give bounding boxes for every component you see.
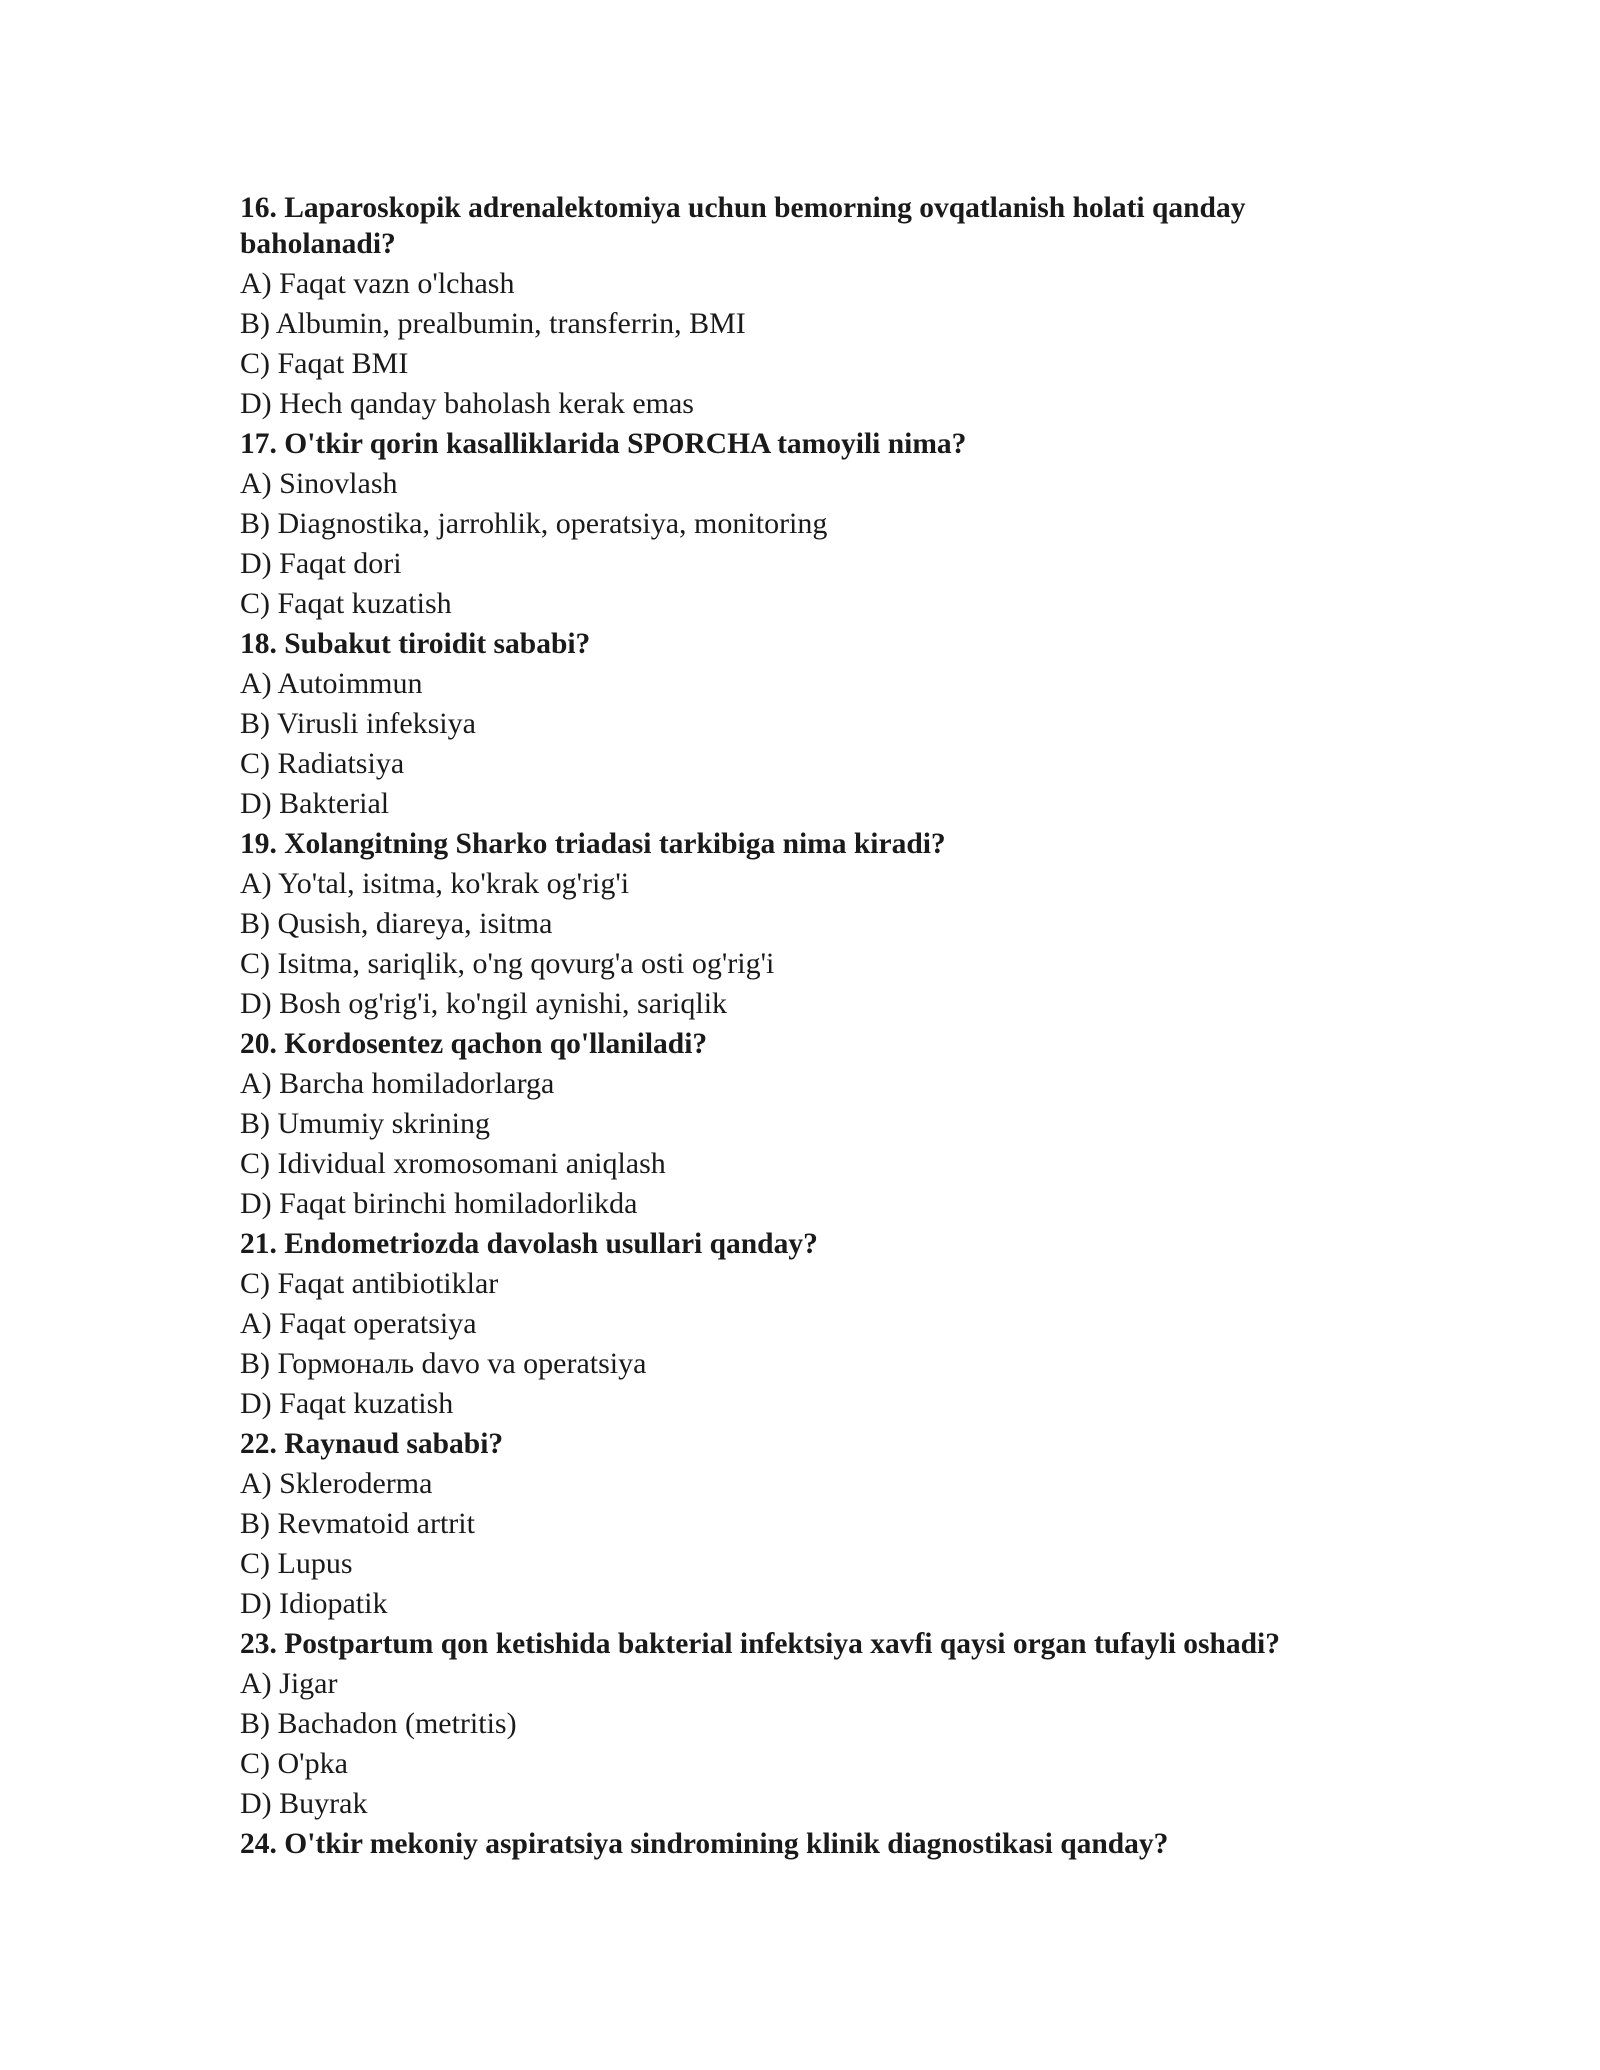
answer-option: D) Hech qanday baholash kerak emas xyxy=(240,387,694,420)
answer-option: A) Skleroderma xyxy=(240,1467,433,1500)
answer-option: B) Diagnostika, jarrohlik, operatsiya, monitoring xyxy=(240,507,828,540)
answer-option: C) Faqat kuzatish xyxy=(240,587,452,620)
question-block xyxy=(240,424,1380,624)
answer-option: D) Bakterial xyxy=(240,787,390,820)
answer-option: C) Radiatsiya xyxy=(240,747,405,780)
question-list xyxy=(240,188,1380,1864)
answer-option: A) Yo'tal, isitma, ko'krak og'rig'i xyxy=(240,867,630,900)
answer-option: B) Umumiy skrining xyxy=(240,1107,491,1140)
question-block xyxy=(240,1424,1380,1624)
question-block xyxy=(240,188,1380,424)
answer-option: B) Qusish, diareya, isitma xyxy=(240,907,553,940)
answer-option: A) Faqat vazn o'lchash xyxy=(240,267,515,300)
answer-option: A) Faqat operatsiya xyxy=(240,1307,477,1340)
question-block xyxy=(240,1024,1380,1224)
answer-option: C) Idividual xromosomani aniqlash xyxy=(240,1147,666,1180)
question-text: 24. O'tkir mekoniy aspiratsiya sindromining klinik diagnostikasi qanday? xyxy=(240,1828,1169,1860)
answer-option: D) Idiopatik xyxy=(240,1587,388,1620)
answer-option: C) Isitma, sariqlik, o'ng qovurg'a osti og'rig'i xyxy=(240,947,775,980)
question-block xyxy=(240,1824,1380,1864)
answer-option: C) Faqat BMI xyxy=(240,347,409,380)
answer-option: A) Sinovlash xyxy=(240,467,398,500)
question-text: 17. O'tkir qorin kasalliklarida SPORCHA tamoyili nima? xyxy=(240,428,967,460)
answer-option: B) Virusli infeksiya xyxy=(240,707,476,740)
answer-option: D) Bosh og'rig'i, ko'ngil aynishi, sariqlik xyxy=(240,987,728,1020)
question-block xyxy=(240,1224,1380,1424)
answer-option: A) Jigar xyxy=(240,1667,338,1700)
question-text: 23. Postpartum qon ketishida bakterial infektsiya xavfi qaysi organ tufayli oshadi? xyxy=(240,1628,1281,1660)
answer-option: B) Bachadon (metritis) xyxy=(240,1707,517,1740)
answer-option: D) Faqat kuzatish xyxy=(240,1387,454,1420)
answer-option: B) Albumin, prealbumin, transferrin, BMI xyxy=(240,307,746,340)
question-text: 19. Xolangitning Sharko triadasi tarkibiga nima kiradi? xyxy=(240,828,946,860)
answer-option: B) Revmatoid artrit xyxy=(240,1507,475,1540)
answer-option: D) Buyrak xyxy=(240,1787,368,1820)
answer-option: C) O'pka xyxy=(240,1747,348,1780)
answer-option: A) Autoimmun xyxy=(240,667,423,700)
question-text: 21. Endometriozda davolash usullari qanday? xyxy=(240,1228,818,1260)
question-text: 20. Kordosentez qachon qo'llaniladi? xyxy=(240,1028,708,1060)
question-block xyxy=(240,624,1380,824)
question-text: 18. Subakut tiroidit sababi? xyxy=(240,628,591,660)
answer-option: C) Lupus xyxy=(240,1547,353,1580)
question-text: 16. Laparoskopik adrenalektomiya uchun bemorning ovqatlanish holati qanday baholanadi? xyxy=(240,192,1246,260)
answer-option: D) Faqat dori xyxy=(240,547,402,580)
answer-option: A) Barcha homiladorlarga xyxy=(240,1067,555,1100)
answer-option: C) Faqat antibiotiklar xyxy=(240,1267,499,1300)
answer-option: B) Гормональ davo va operatsiya xyxy=(240,1347,647,1380)
question-block xyxy=(240,824,1380,1024)
answer-option: D) Faqat birinchi homiladorlikda xyxy=(240,1187,638,1220)
question-text: 22. Raynaud sababi? xyxy=(240,1428,504,1460)
question-block xyxy=(240,1624,1380,1824)
